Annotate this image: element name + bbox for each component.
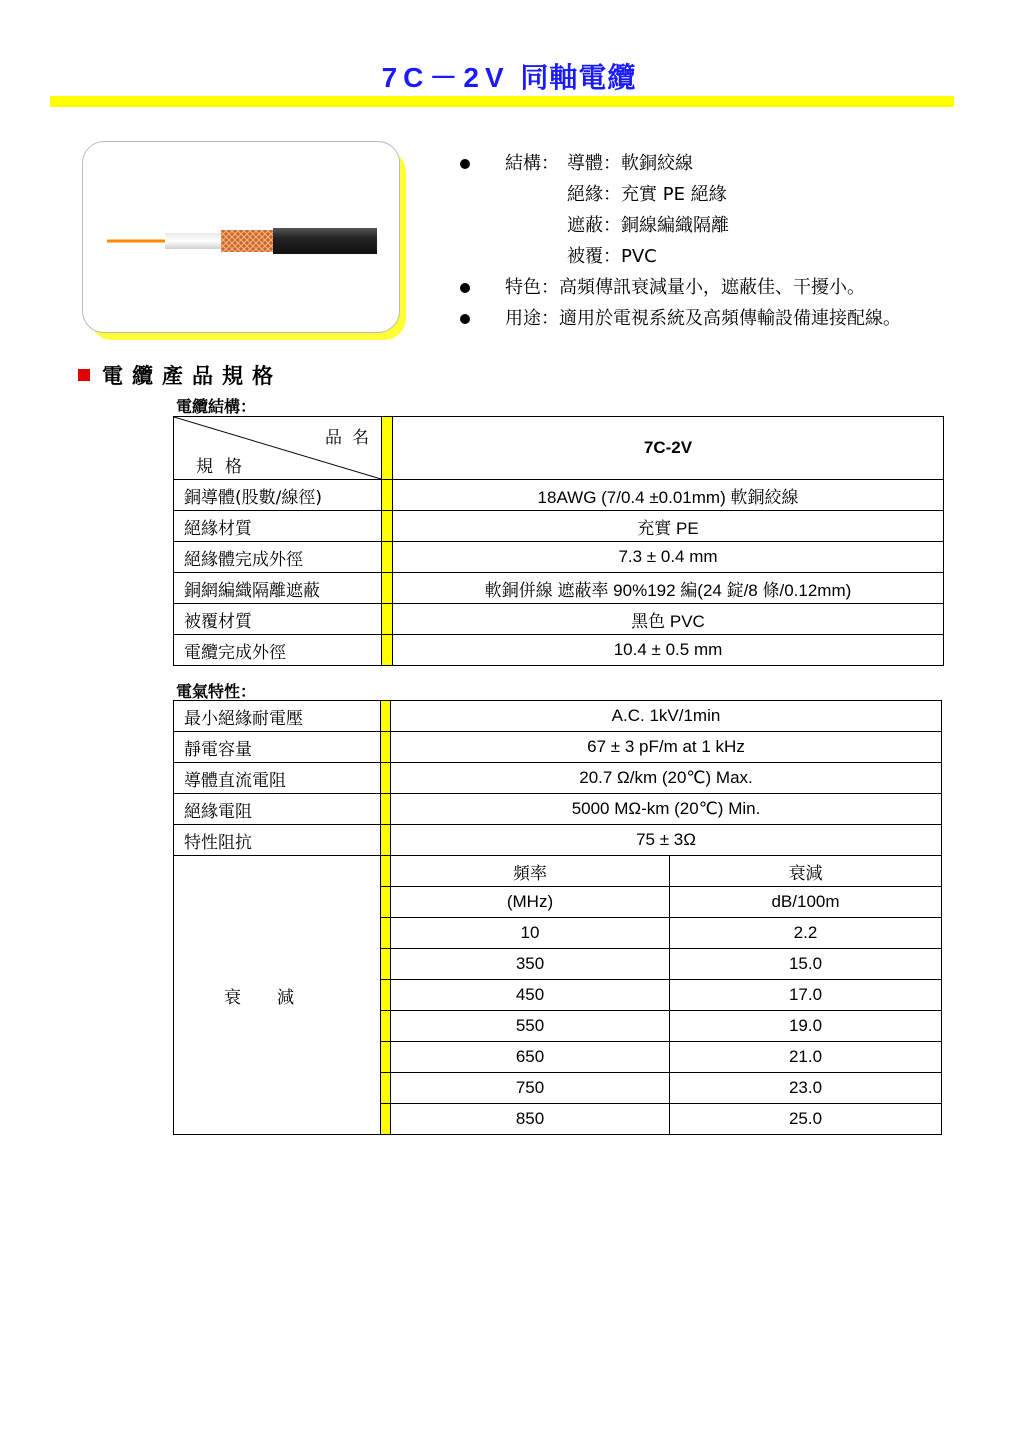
table-row [174, 511, 944, 542]
row-value: 5000 MΩ-km (20℃) Min. [391, 794, 942, 825]
freq-cell: 350 [391, 949, 670, 980]
row-label: 被覆材質 [174, 604, 382, 635]
table-row [174, 604, 944, 635]
row-label: 絕緣材質 [174, 511, 382, 542]
section-title [78, 360, 282, 390]
title-model: 7C－2V [381, 62, 510, 93]
yellow-bar [381, 763, 391, 794]
attenuation-label: 衰減 [174, 856, 381, 1135]
freq-cell: 650 [391, 1042, 670, 1073]
row-label: 銅導體(股數/線徑) [174, 480, 382, 511]
row-label: 特性阻抗 [174, 825, 381, 856]
yellow-bar [381, 887, 391, 918]
yellow-bar [381, 794, 391, 825]
row-value: 7.3 ± 0.4 mm [393, 542, 944, 573]
cable-image [82, 141, 400, 333]
yellow-bar [381, 1042, 391, 1073]
square-bullet-icon [78, 369, 90, 381]
table-row [174, 794, 942, 825]
freq-cell: 750 [391, 1073, 670, 1104]
structure-conductor: 導體：軟銅絞線 [567, 153, 693, 174]
row-label: 絕緣體完成外徑 [174, 542, 382, 573]
table-row [174, 732, 942, 763]
table-row [174, 763, 942, 794]
title-underline [50, 96, 954, 107]
yellow-bar [382, 542, 393, 573]
electrical-heading: 電氣特性： [176, 682, 257, 701]
yellow-bar [382, 635, 393, 666]
yellow-bar [382, 511, 393, 542]
atten-unit: dB/100m [670, 887, 942, 918]
row-label: 絕緣電阻 [174, 794, 381, 825]
yellow-bar [381, 918, 391, 949]
freq-cell: 550 [391, 1011, 670, 1042]
row-label: 最小絕緣耐電壓 [174, 701, 381, 732]
header-spec: 規格 [196, 457, 254, 477]
atten-cell: 21.0 [670, 1042, 942, 1073]
atten-cell: 19.0 [670, 1011, 942, 1042]
atten-cell: 17.0 [670, 980, 942, 1011]
table-row [174, 573, 944, 604]
feature-text: 特色：高頻傳訊衰減量小，遮蔽佳、干擾小。 [505, 277, 865, 298]
freq-header: 頻率 [391, 856, 670, 887]
title-text: 同軸電纜 [520, 61, 637, 94]
structure-insulation: 絕緣：充實 PE 絕緣 [567, 184, 727, 205]
yellow-bar [381, 980, 391, 1011]
cable-structure-table [173, 416, 944, 666]
atten-header: 衰減 [670, 856, 942, 887]
diagonal-header-cell [174, 417, 382, 480]
structure-shield: 遮蔽：銅線編織隔離 [567, 215, 729, 236]
atten-cell: 25.0 [670, 1104, 942, 1135]
row-value: 67 ± 3 pF/m at 1 kHz [391, 732, 942, 763]
row-label: 靜電容量 [174, 732, 381, 763]
table-row [174, 825, 942, 856]
atten-cell: 23.0 [670, 1073, 942, 1104]
cable-structure-heading: 電纜結構： [176, 397, 257, 416]
atten-cell: 2.2 [670, 918, 942, 949]
yellow-bar [381, 701, 391, 732]
table-row [174, 701, 942, 732]
section-title-text: 電纜產品規格 [102, 364, 282, 388]
yellow-bar [381, 1073, 391, 1104]
structure-label: 結構： [505, 153, 559, 174]
bullet-icon [460, 314, 470, 324]
row-value: 18AWG (7/0.4 ±0.01mm) 軟銅絞線 [393, 480, 944, 511]
row-value: 軟銅併線 遮蔽率 90%192 編(24 錠/8 條/0.12mm) [393, 573, 944, 604]
row-value: 黑色 PVC [393, 604, 944, 635]
row-value: 75 ± 3Ω [391, 825, 942, 856]
row-value: 充實 PE [393, 511, 944, 542]
table-row [174, 542, 944, 573]
row-label: 銅網編織隔離遮蔽 [174, 573, 382, 604]
yellow-bar [381, 825, 391, 856]
model-header: 7C-2V [393, 417, 944, 480]
bullet-icon [460, 159, 470, 169]
electrical-table [173, 700, 942, 1135]
yellow-bar [382, 604, 393, 635]
coax-cable-icon [103, 222, 393, 262]
yellow-bar [382, 417, 393, 480]
yellow-bar [381, 732, 391, 763]
header-product: 品名 [325, 428, 379, 448]
atten-cell: 15.0 [670, 949, 942, 980]
attenuation-header-row [174, 856, 942, 887]
yellow-bar [381, 1011, 391, 1042]
structure-jacket: 被覆：PVC [567, 246, 657, 267]
yellow-bar [382, 573, 393, 604]
row-label: 導體直流電阻 [174, 763, 381, 794]
freq-cell: 10 [391, 918, 670, 949]
cable-image-frame [82, 141, 404, 334]
freq-cell: 450 [391, 980, 670, 1011]
yellow-bar [381, 1104, 391, 1135]
table-row [174, 480, 944, 511]
yellow-bar [381, 949, 391, 980]
row-value: A.C. 1kV/1min [391, 701, 942, 732]
freq-cell: 850 [391, 1104, 670, 1135]
freq-unit: (MHz) [391, 887, 670, 918]
page-title [0, 56, 1018, 96]
table-header-row [174, 417, 944, 480]
row-label: 電纜完成外徑 [174, 635, 382, 666]
table-row [174, 635, 944, 666]
row-value: 20.7 Ω/km (20℃) Max. [391, 763, 942, 794]
yellow-bar [382, 480, 393, 511]
yellow-bar [381, 856, 391, 887]
bullet-icon [460, 283, 470, 293]
row-value: 10.4 ± 0.5 mm [393, 635, 944, 666]
usage-text: 用途：適用於電視系統及高頻傳輸設備連接配線。 [505, 308, 901, 329]
